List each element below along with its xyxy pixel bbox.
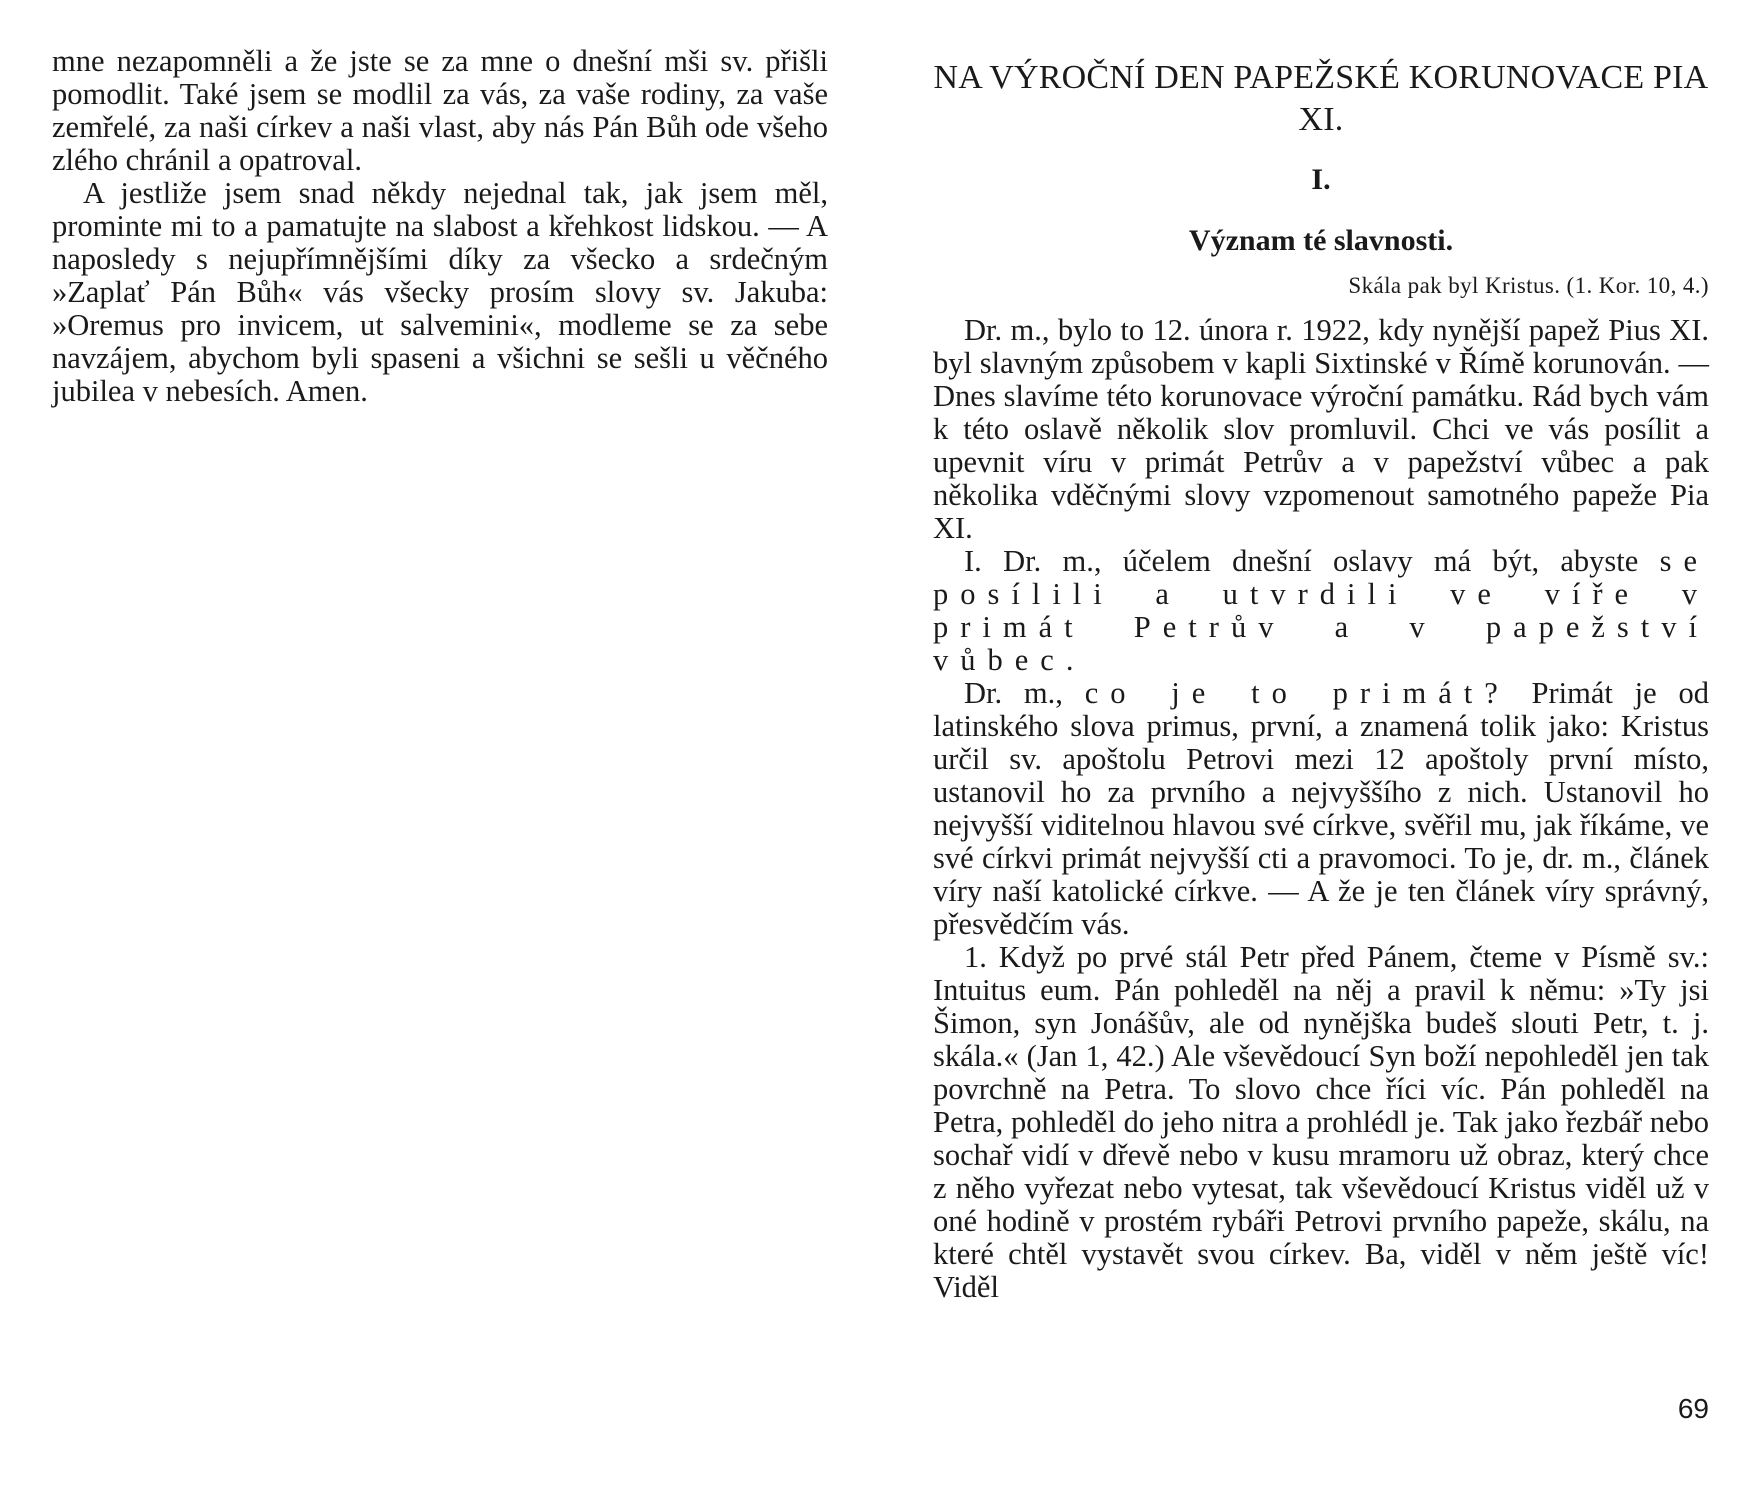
left-paragraph-2: A jestliže jsem snad někdy nejednal tak, jak jsem měl, prominte mi to a pamatujte na slabost a křehkost lidskou. — A naposledy s nejupřímnějšími díky za všecko a srdečným »Zaplať Pán Bůh« vás všecky prosím slovy sv. Jakuba: »Oremus pro invicem, ut salvemini«, modleme se za sebe navzájem, abychom byli spaseni a všichni se sešli u věčného jubilea v nebesích. Amen. (52, 176, 828, 408)
right-paragraph-2 (933, 545, 1709, 677)
paragraph-3-intro: Dr. m., (964, 676, 1085, 710)
paragraph-3-emphasis: co je to primát? (1084, 676, 1510, 710)
page-number: 69 (1677, 1393, 1709, 1424)
left-page (52, 0, 828, 1500)
paragraph-2-emphasis: se posílili a utvrdili ve víře v primát Petrův a v papežství vůbec. (933, 544, 1709, 677)
paragraph-3-rest: Primát je od latinského slova primus, první, a znamená tolik jako: Kristus určil sv. apoštolu Petrovi mezi 12 apoštoly první místo, ustanovil ho za prvního a nejvyššího z nich. Ustanovil ho nejvyšší viditelnou hlavou své církve, svěřil mu, jak říkáme, ve své církvi primát nejvyšší cti a pravomoci. To je, dr. m., článek víry naší katolické církve. — A že je ten článek víry správný, přesvědčím vás. (933, 676, 1709, 941)
right-paragraph-4: 1. Když po prvé stál Petr před Pánem, čteme v Písmě sv.: Intuitus eum. Pán pohleděl na něj a pravil k němu: »Ty jsi Šimon, syn Jonášův, ale od nynějška budeš slouti Petr, t. j. skála.« (Jan 1, 42.) Ale vševědoucí Syn boží nepohleděl jen tak povrchně na Petra. To slovo chce říci víc. Pán pohleděl na Petra, pohleděl do jeho nitra a prohlédl je. Tak jako řezbář nebo sochař vidí v dřevě nebo v kusu mramoru už obraz, který chce z něho vyřezat nebo vytesat, tak vševědoucí Kristus viděl už v oné hodině v prostém rybáři Petrovi prvního papeže, skálu, na které chtěl vystavět svou církev. Ba, viděl v něm ještě víc! Viděl (933, 940, 1709, 1304)
left-paragraph-1: mne nezapomněli a že jste se za mne o dnešní mši sv. přišli pomodlit. Také jsem se modlil za vás, za vaše rodiny, za vaše zemřelé, za naši církev a naši vlast, aby nás Pán Bůh ode všeho zlého chránil a opatroval. (52, 44, 828, 177)
right-paragraph-1: Dr. m., bylo to 12. února r. 1922, kdy nynější papež Pius XI. byl slavným způsobem v kapli Sixtinské v Římě korunován. — Dnes slavíme této korunovace výroční památku. Rád bych vám k této oslavě několik slov promluvil. Chci ve vás posílit a upevnit víru v primát Petrův a v papežství vůbec a pak několika vděčnými slovy vzpomenout samotného papeže Pia XI. (933, 313, 1709, 545)
paragraph-2-intro: I. Dr. m., účelem dnešní oslavy má být, abyste (964, 544, 1660, 578)
section-number: I. (1311, 163, 1331, 196)
epigraph: Skála pak byl Kristus. (1. Kor. 10, 4.) (1348, 273, 1709, 298)
right-page (933, 0, 1709, 1500)
right-paragraph-3 (933, 677, 1709, 941)
section-title: Význam té slavnosti. (1188, 224, 1454, 257)
chapter-title: NA VÝROČNÍ DEN PAPEŽSKÉ KORUNOVACE PIA XI. (933, 59, 1709, 138)
